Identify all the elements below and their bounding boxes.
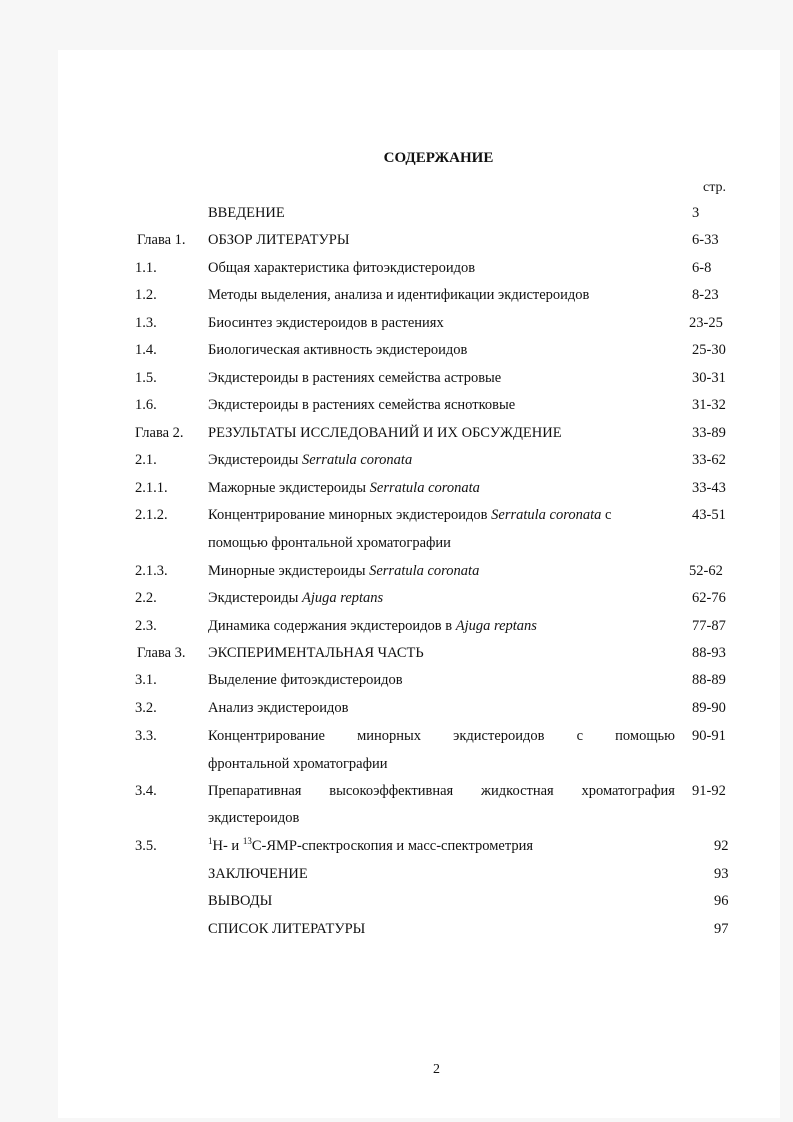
toc-title: Концентрирование минорных экдистероидов Serratula coronata с: [208, 507, 612, 523]
toc-title: Общая характеристика фитоэкдистероидов: [208, 260, 476, 276]
toc-entry: [0, 672, 793, 700]
toc-title: ОБЗОР ЛИТЕРАТУРЫ: [208, 232, 350, 248]
toc-entry: [0, 728, 793, 756]
toc-entry: [0, 397, 793, 425]
page-column-label: стр.: [703, 180, 727, 195]
toc-number: 2.3.: [135, 618, 157, 634]
toc-entry: [0, 645, 793, 673]
page-number: 2: [433, 1062, 440, 1077]
toc-page: 30-31: [692, 370, 726, 386]
toc-number: Глава 3.: [137, 645, 186, 661]
toc-entry: [0, 260, 793, 288]
toc-number: 1.4.: [135, 342, 157, 358]
toc-title: Динамика содержания экдистероидов в Ajuga reptans: [208, 618, 537, 634]
toc-number: 2.1.: [135, 452, 157, 468]
toc-page: 23-25: [689, 315, 723, 331]
toc-number: 1.5.: [135, 370, 157, 386]
toc-number: 2.1.1.: [135, 480, 168, 496]
toc-title: Минорные экдистероиды Serratula coronata: [208, 563, 480, 579]
toc-page: 33-62: [692, 452, 726, 468]
toc-title: РЕЗУЛЬТАТЫ ИССЛЕДОВАНИЙ И ИХ ОБСУЖДЕНИЕ: [208, 425, 562, 441]
toc-entry-continuation: [0, 756, 793, 784]
toc-number: 1.6.: [135, 397, 157, 413]
toc-entry: [0, 866, 793, 894]
toc-page: 8-23: [692, 287, 719, 303]
toc-number: 1.2.: [135, 287, 157, 303]
toc-title: Биологическая активность экдистероидов: [208, 342, 468, 358]
toc-page: 97: [714, 921, 729, 937]
toc-page: 25-30: [692, 342, 726, 358]
toc-title: Экдистероиды в растениях семейства астровые: [208, 370, 502, 386]
toc-page: 88-93: [692, 645, 726, 661]
toc-title: Анализ экдистероидов: [208, 700, 349, 716]
toc-title: ЗАКЛЮЧЕНИЕ: [208, 866, 308, 882]
toc-title: ВВЕДЕНИЕ: [208, 205, 285, 221]
toc-page: 6-33: [692, 232, 719, 248]
toc-page: 88-89: [692, 672, 726, 688]
toc-title: фронтальной хроматографии: [208, 756, 388, 772]
toc-number: 3.4.: [135, 783, 157, 799]
toc-page: 6-8: [692, 260, 712, 276]
toc-title: экдистероидов: [208, 810, 300, 826]
toc-number: 3.5.: [135, 838, 157, 854]
toc-entry: [0, 700, 793, 728]
toc-title: Экдистероиды Serratula coronata: [208, 452, 413, 468]
toc-page: 92: [714, 838, 729, 854]
toc-entry: [0, 232, 793, 260]
toc-number: 2.1.2.: [135, 507, 168, 523]
toc-title: Мажорные экдистероиды Serratula coronata: [208, 480, 480, 496]
toc-number: 1.3.: [135, 315, 157, 331]
toc-number: 3.2.: [135, 700, 157, 716]
toc-entry: [0, 893, 793, 921]
toc-page: 91-92: [692, 783, 726, 799]
toc-page: 93: [714, 866, 729, 882]
toc-title: помощью фронтальной хроматографии: [208, 535, 451, 551]
toc-number: 3.3.: [135, 728, 157, 744]
toc-page: 96: [714, 893, 729, 909]
toc-entry: [0, 921, 793, 949]
toc-title: Выделение фитоэкдистероидов: [208, 672, 403, 688]
toc-entry: [0, 315, 793, 343]
toc-page: 77-87: [692, 618, 726, 634]
toc-page: 62-76: [692, 590, 726, 606]
toc-entry: [0, 342, 793, 370]
toc-entry: [0, 618, 793, 646]
toc-title: Методы выделения, анализа и идентификации экдистероидов: [208, 287, 590, 303]
toc-title: ЭКСПЕРИМЕНТАЛЬНАЯ ЧАСТЬ: [208, 645, 424, 661]
toc-entry: [0, 287, 793, 315]
toc-entry: [0, 838, 793, 866]
toc-number: Глава 1.: [137, 232, 186, 248]
toc-number: 2.1.3.: [135, 563, 168, 579]
toc-title: Концентрирование минорных экдистероидов с помощью: [208, 728, 675, 744]
toc-page: 90-91: [692, 728, 726, 744]
toc-page: 3: [692, 205, 700, 221]
toc-number: 2.2.: [135, 590, 157, 606]
page-title: СОДЕРЖАНИЕ: [383, 150, 494, 166]
toc-title: $^1$Н- и $^{13}$С-ЯМР-спектроскопия и масс-спектрометрия: [208, 836, 534, 854]
toc-entry: [0, 480, 793, 508]
toc-entry: [0, 370, 793, 398]
toc-title: Экдистероиды в растениях семейства яснотковые: [208, 397, 516, 413]
toc-page: 31-32: [692, 397, 726, 413]
toc-title: ВЫВОДЫ: [208, 893, 273, 909]
toc-entry: [0, 590, 793, 618]
toc-entry: [0, 563, 793, 591]
toc-title: СПИСОК ЛИТЕРАТУРЫ: [208, 921, 366, 937]
toc-entry: [0, 452, 793, 480]
toc-entry: [0, 783, 793, 811]
toc-title: Биосинтез экдистероидов в растениях: [208, 315, 444, 331]
toc-number: 3.1.: [135, 672, 157, 688]
toc-number: 1.1.: [135, 260, 157, 276]
toc-title: Препаративная высокоэффективная жидкостная хроматография: [208, 783, 675, 799]
toc-number: Глава 2.: [135, 425, 184, 441]
toc-title: Экдистероиды Ajuga reptans: [208, 590, 384, 606]
toc-page: 89-90: [692, 700, 726, 716]
toc-page: 43-51: [692, 507, 726, 523]
toc-entry: [0, 425, 793, 453]
toc-entry-continuation: [0, 810, 793, 838]
toc-entry: [0, 205, 793, 233]
toc-page: 52-62: [689, 563, 723, 579]
toc-entry-continuation: [0, 535, 793, 563]
toc-entry: [0, 507, 793, 535]
toc-page: 33-89: [692, 425, 726, 441]
toc-page: 33-43: [692, 480, 726, 496]
